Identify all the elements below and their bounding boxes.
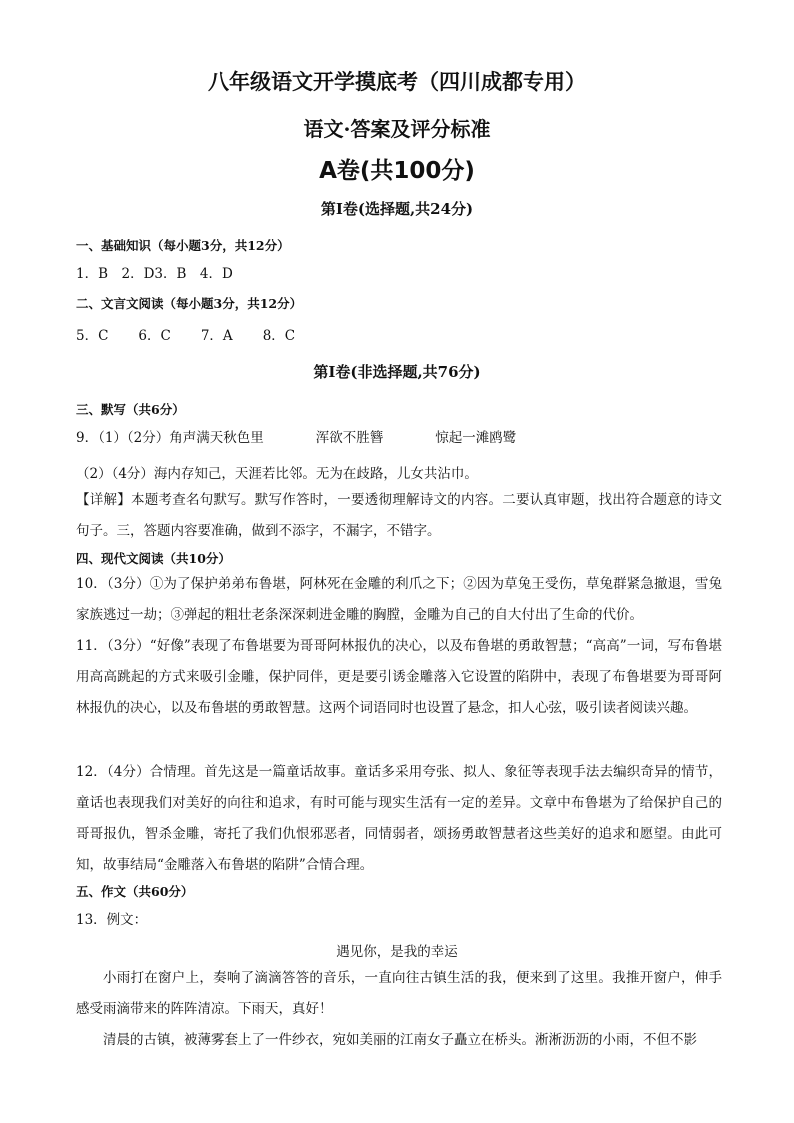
volume-a-heading: A卷(共100分)	[319, 158, 475, 184]
detail-explanation: 【详解】本题考查名句默写。默写作答时，一要透彻理解诗文的内容。二要认真审题，找出符合题意的诗文句子。三，答题内容要准确，做到不添字，不漏字，不错字。	[76, 492, 722, 539]
part-one-heading: 第I卷(选择题,共24分)	[320, 200, 474, 218]
section-classical-reading-answers	[76, 324, 295, 344]
section-basic-knowledge-title: 一、基础知识（每小题3分，共12分）	[76, 238, 290, 253]
question-13-label: 13．例文：	[76, 912, 148, 928]
essay-paragraph-1: 小雨打在窗户上，奏响了滴滴答答的音乐，一直向往古镇生活的我，便来到了这里。我推开窗户，伸手感受雨滴带来的阵阵清凉。下雨天，真好！	[76, 970, 722, 1017]
part-two-heading: 第I卷(非选择题,共76分)	[313, 363, 481, 381]
question-12-answer: 12．（4分）合情理。首先这是一篇童话故事。童话多采用夸张、拟人、象征等表现手法去编织奇异的情节，童话也表现我们对美好的向往和追求，有时可能与现实生活有一定的差异。文章中布鲁堪为了给保护自己的哥哥报仇，智杀金雕，寄托了我们仇恨邪恶者，同情弱者，颂扬勇敢智慧者这些美好的追求和愿望。由此可知，故事结局“金雕落入布鲁堪的陷阱”合情合理。	[76, 764, 722, 873]
answer-6: 6．C	[138, 328, 171, 344]
section-dictation-title: 三、默写（共6分）	[76, 402, 185, 417]
dictation-answer-3: 惊起一滩鸥鹭	[435, 430, 517, 446]
question-9-part-2: （2）（4分）海内存知己，天涯若比邻。无为在歧路，儿女共沾巾。	[76, 466, 478, 482]
answer-7: 7．A	[200, 328, 233, 344]
question-10-answer: 10．（3分）①为了保护弟弟布鲁堪，阿林死在金雕的利爪之下；②因为草兔王受伤，草兔群紧急撤退，雪兔家族逃过一劫；③弹起的粗壮老条深深刺进金雕的胸膛，金雕为自己的自大付出了生命的代价。	[76, 576, 722, 623]
exam-title: 八年级语文开学摸底考（四川成都专用）	[208, 69, 586, 94]
question-9-part-1-label: 9．（1）（2分）	[76, 430, 170, 446]
section-modern-reading-title: 四、现代文阅读（共10分）	[76, 551, 231, 566]
essay-paragraph-2: 清晨的古镇，被薄雾套上了一件纱衣，宛如美丽的江南女子矗立在桥头。淅淅沥沥的小雨，不但不影	[103, 1032, 697, 1048]
answer-5: 5．C	[76, 328, 109, 344]
section-basic-knowledge-answers: 1．B 2．D3．B 4．D	[76, 266, 233, 282]
document-title: 语文·答案及评分标准	[303, 117, 491, 141]
dictation-answer-1: 角声满天秋色里	[169, 430, 264, 446]
section-classical-reading-title: 二、文言文阅读（每小题3分，共12分）	[76, 296, 303, 311]
dictation-answer-2: 浑欲不胜簪	[315, 430, 384, 446]
answer-8: 8．C	[262, 328, 296, 344]
section-composition-title: 五、作文（共60分）	[76, 884, 194, 899]
essay-title: 遇见你，是我的幸运	[336, 944, 458, 960]
question-9-part-1	[76, 426, 516, 446]
question-11-answer: 11．（3分）“好像”表现了布鲁堪要为哥哥阿林报仇的决心，以及布鲁堪的勇敢智慧；“高高”一词，写布鲁堪用高高跳起的方式来吸引金雕，保护同伴，更是要引诱金雕落入它设置的陷阱中，表现了布鲁堪要为哥哥阿林报仇的决心，以及布鲁堪的勇敢智慧。这两个词语同时也设置了悬念，扣人心弦，吸引读者阅读兴趣。	[76, 638, 722, 716]
